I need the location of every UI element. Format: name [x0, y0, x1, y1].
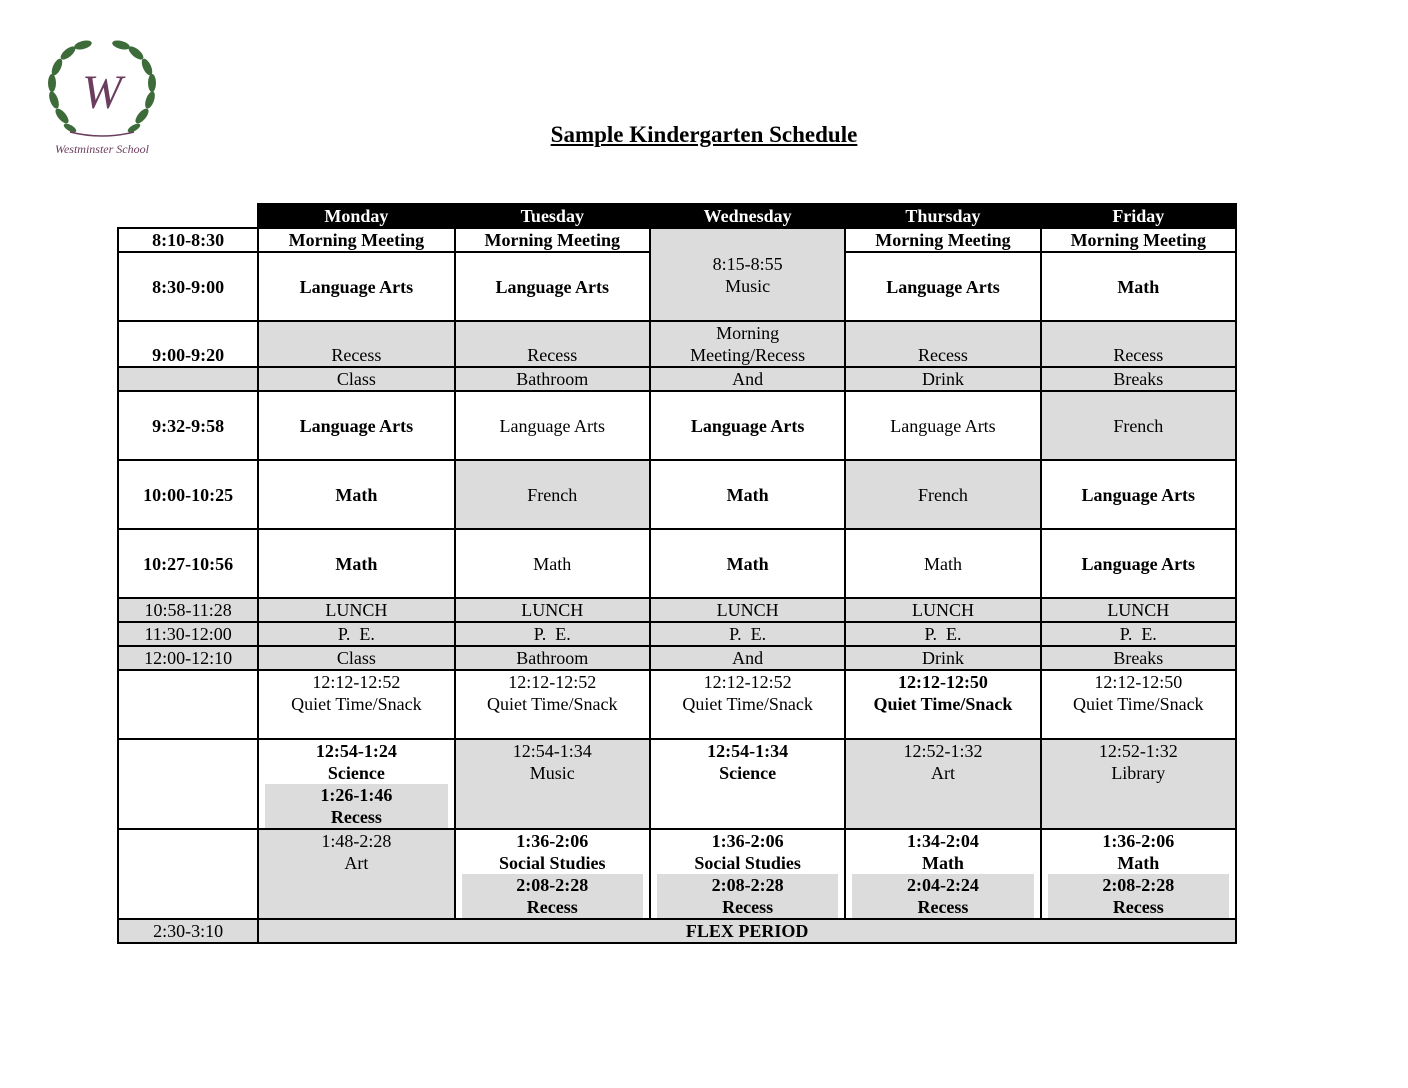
- time-cell: [118, 739, 258, 829]
- schedule-cell: LUNCH: [650, 598, 845, 622]
- day-header-wednesday: Wednesday: [650, 204, 845, 228]
- schedule-cell: And: [650, 367, 845, 391]
- time-cell: 10:27-10:56: [118, 529, 258, 598]
- schedule-cell: Class: [258, 367, 454, 391]
- time-cell: 9:32-9:58: [118, 391, 258, 460]
- cell-time: 12:54-1:34: [707, 741, 789, 761]
- cell-label: Recess: [722, 897, 774, 917]
- cell-time: 12:52-1:32: [903, 741, 983, 761]
- schedule-cell: [650, 739, 845, 829]
- table-row: [118, 367, 1236, 391]
- schedule-cell: Morning Meeting: [455, 228, 650, 252]
- cell-label: Library: [1111, 763, 1166, 783]
- time-cell: 10:58-11:28: [118, 598, 258, 622]
- cell-time: 12:12-12:52: [312, 672, 401, 692]
- schedule-cell: Math: [650, 529, 845, 598]
- table-row: [118, 529, 1236, 598]
- cell-time: 12:12-12:50: [897, 672, 988, 692]
- table-row: [118, 460, 1236, 529]
- schedule-cell: Language Arts: [1041, 460, 1236, 529]
- table-row: [118, 739, 1236, 829]
- flex-period-cell: FLEX PERIOD: [258, 919, 1236, 943]
- day-header-friday: Friday: [1041, 204, 1236, 228]
- schedule-cell: [845, 739, 1040, 829]
- schedule-cell: Language Arts: [455, 252, 650, 321]
- time-cell: [118, 829, 258, 919]
- cell-time: 12:12-12:50: [1094, 672, 1183, 692]
- schedule-cell: [845, 829, 1040, 919]
- table-row: [118, 829, 1236, 919]
- logo-letter: W: [82, 66, 122, 119]
- schedule-cell: Morning Meeting: [1041, 228, 1236, 252]
- schedule-cell: Drink: [845, 646, 1040, 670]
- schedule-cell: P. E.: [455, 622, 650, 646]
- cell-label: Quiet Time/Snack: [1073, 694, 1204, 714]
- schedule-cell: [258, 670, 454, 739]
- cell-label: Recess: [330, 807, 382, 827]
- schedule-cell: [455, 829, 650, 919]
- day-header-monday: Monday: [258, 204, 454, 228]
- schedule-cell: P. E.: [650, 622, 845, 646]
- cell-time: 12:12-12:52: [508, 672, 597, 692]
- cell-label: Quiet Time/Snack: [873, 694, 1013, 714]
- table-row: [118, 598, 1236, 622]
- time-cell: 12:00-12:10: [118, 646, 258, 670]
- schedule-cell: Language Arts: [258, 252, 454, 321]
- schedule-cell: [258, 739, 454, 829]
- cell-time: 1:36-2:06: [711, 831, 784, 851]
- schedule-cell: Class: [258, 646, 454, 670]
- cell-time: 1:48-2:28: [321, 831, 392, 851]
- time-cell: [118, 670, 258, 739]
- cell-label: Art: [344, 853, 369, 873]
- cell-label: Meeting/Recess: [690, 345, 806, 365]
- schedule-cell: And: [650, 646, 845, 670]
- cell-label: Art: [930, 763, 955, 783]
- schedule-cell: [455, 739, 650, 829]
- schedule-cell: [650, 829, 845, 919]
- page-title: Sample Kindergarten Schedule: [550, 122, 858, 147]
- table-row: [118, 919, 1236, 943]
- sub-period: [852, 874, 1033, 918]
- schedule-cell: Recess: [1041, 321, 1236, 367]
- sub-period: [657, 874, 838, 918]
- cell-label: Math: [1117, 853, 1160, 873]
- table-row: [118, 228, 1236, 252]
- schedule-cell: French: [845, 460, 1040, 529]
- schedule-cell: [1041, 670, 1236, 739]
- schedule-cell: P. E.: [258, 622, 454, 646]
- schedule-cell: LUNCH: [258, 598, 454, 622]
- cell-label: Science: [719, 763, 777, 783]
- schedule-cell: Language Arts: [1041, 529, 1236, 598]
- time-cell: 8:30-9:00: [118, 252, 258, 321]
- cell-time: 12:54-1:34: [512, 741, 592, 761]
- cell-time: 12:12-12:52: [703, 672, 792, 692]
- schedule-cell: [650, 321, 845, 367]
- cell-label: Quiet Time/Snack: [682, 694, 813, 714]
- schedule-cell: Bathroom: [455, 646, 650, 670]
- schedule-cell: [650, 228, 845, 321]
- schedule-cell: Morning Meeting: [845, 228, 1040, 252]
- cell-label: Music: [725, 275, 771, 296]
- table-row: [118, 321, 1236, 367]
- header-blank: [118, 204, 258, 228]
- logo-caption: Westminster School: [55, 142, 149, 156]
- time-cell: 9:00-9:20: [118, 321, 258, 367]
- schedule-table: [117, 203, 1237, 944]
- schedule-cell: Math: [258, 529, 454, 598]
- time-cell: 8:10-8:30: [118, 228, 258, 252]
- schedule-cell: Breaks: [1041, 367, 1236, 391]
- cell-time: 1:36-2:06: [516, 831, 589, 851]
- schedule-cell: Recess: [455, 321, 650, 367]
- schedule-cell: [845, 670, 1040, 739]
- cell-label: Math: [921, 853, 964, 873]
- schedule-cell: [650, 670, 845, 739]
- schedule-cell: P. E.: [845, 622, 1040, 646]
- table-row: [118, 391, 1236, 460]
- time-cell: 10:00-10:25: [118, 460, 258, 529]
- day-header-thursday: Thursday: [845, 204, 1040, 228]
- cell-time: 12:52-1:32: [1098, 741, 1178, 761]
- schedule-cell: [1041, 739, 1236, 829]
- schedule-cell: Bathroom: [455, 367, 650, 391]
- schedule-cell: LUNCH: [455, 598, 650, 622]
- table-row: [118, 646, 1236, 670]
- cell-label: Recess: [1112, 897, 1164, 917]
- schedule-cell: Math: [1041, 252, 1236, 321]
- schedule-cell: Morning Meeting: [258, 228, 454, 252]
- time-cell: [118, 367, 258, 391]
- cell-time: 2:04-2:24: [906, 875, 979, 895]
- schedule-cell: Math: [650, 460, 845, 529]
- schedule-cell: French: [1041, 391, 1236, 460]
- schedule-cell: LUNCH: [1041, 598, 1236, 622]
- schedule-cell: Language Arts: [845, 252, 1040, 321]
- schedule-cell: Recess: [845, 321, 1040, 367]
- cell-time: 2:08-2:28: [711, 875, 784, 895]
- schedule-cell: French: [455, 460, 650, 529]
- schedule-cell: Math: [258, 460, 454, 529]
- schedule-cell: [455, 670, 650, 739]
- table-row: [118, 670, 1236, 739]
- schedule-cell: Language Arts: [455, 391, 650, 460]
- cell-label: Social Studies: [499, 853, 606, 873]
- sub-period: [462, 874, 643, 918]
- schedule-cell: Language Arts: [845, 391, 1040, 460]
- schedule-cell: Drink: [845, 367, 1040, 391]
- sub-period: [265, 784, 447, 828]
- schedule-cell: Language Arts: [258, 391, 454, 460]
- cell-time: 1:26-1:46: [320, 785, 393, 805]
- schedule-cell: LUNCH: [845, 598, 1040, 622]
- schedule-cell: Recess: [258, 321, 454, 367]
- day-header-tuesday: Tuesday: [455, 204, 650, 228]
- cell-label: Recess: [917, 897, 969, 917]
- schedule-cell: Math: [455, 529, 650, 598]
- table-row: [118, 622, 1236, 646]
- schedule-cell: [1041, 829, 1236, 919]
- schedule-cell: Breaks: [1041, 646, 1236, 670]
- time-cell: 11:30-12:00: [118, 622, 258, 646]
- schedule-cell: [258, 829, 454, 919]
- cell-time: 8:15-8:55: [712, 253, 783, 274]
- cell-time: 2:08-2:28: [516, 875, 589, 895]
- cell-label: Social Studies: [694, 853, 801, 873]
- cell-time: 2:08-2:28: [1102, 875, 1175, 895]
- schedule-cell: Language Arts: [650, 391, 845, 460]
- sub-period: [1048, 874, 1229, 918]
- header-row: [118, 204, 1236, 228]
- schedule-cell: P. E.: [1041, 622, 1236, 646]
- cell-label: Quiet Time/Snack: [291, 694, 422, 714]
- schedule-cell: Math: [845, 529, 1040, 598]
- cell-time: 1:34-2:04: [906, 831, 979, 851]
- cell-label: Recess: [526, 897, 578, 917]
- cell-time: 1:36-2:06: [1102, 831, 1175, 851]
- time-cell: 2:30-3:10: [118, 919, 258, 943]
- cell-label: Quiet Time/Snack: [487, 694, 618, 714]
- cell-label: Science: [327, 763, 385, 783]
- cell-label: Music: [529, 763, 575, 783]
- cell-label: Morning: [716, 323, 780, 343]
- cell-time: 12:54-1:24: [315, 741, 397, 761]
